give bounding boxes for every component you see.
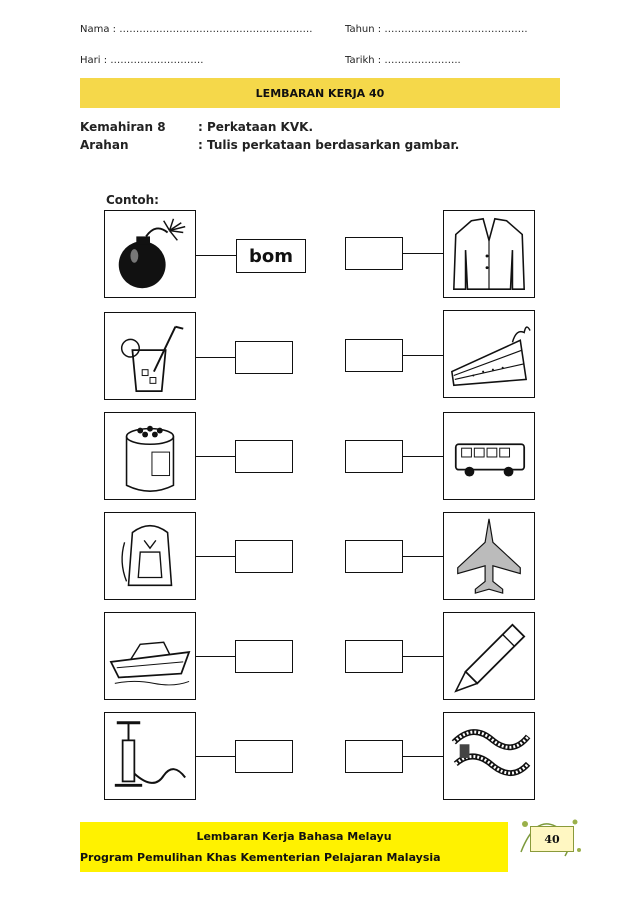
- pen-icon: [444, 613, 534, 699]
- bomb-picture: [104, 210, 196, 298]
- example-label: Contoh:: [106, 193, 159, 207]
- footer-subtitle: Program Pemulihan Khas Kementerian Pelajaran Malaysia: [80, 851, 441, 864]
- footer-banner: [80, 822, 508, 872]
- skill-value: : Perkataan KVK.: [198, 120, 314, 134]
- answer-box-drink[interactable]: [235, 341, 293, 374]
- tin-picture: [104, 412, 196, 500]
- zip-picture: [443, 712, 535, 800]
- bus-picture: [443, 412, 535, 500]
- answer-box-pen[interactable]: [345, 640, 403, 673]
- page-number-badge: [530, 826, 574, 852]
- drink-picture: [104, 312, 196, 400]
- answer-box-boat[interactable]: [235, 640, 293, 673]
- answer-box-jacket[interactable]: [345, 237, 403, 270]
- boat-picture: [104, 612, 196, 700]
- page-number: 40: [544, 832, 560, 846]
- jet-picture: [443, 512, 535, 600]
- footer-title: Lembaran Kerja Bahasa Melayu: [196, 830, 392, 843]
- cake-picture: [443, 310, 535, 398]
- hari-field: Hari : ……………………….: [80, 55, 204, 66]
- answer-box-tin[interactable]: [235, 440, 293, 473]
- tarikh-field: Tarikh : …………………..: [345, 55, 461, 66]
- pen-picture: [443, 612, 535, 700]
- bomb-icon: [105, 211, 195, 297]
- tin-can-icon: [105, 413, 195, 499]
- tahun-field: Tahun : …………………………………….: [345, 24, 528, 35]
- worksheet-title: LEMBARAN KERJA 40: [255, 86, 385, 100]
- answer-box-backpack[interactable]: [235, 540, 293, 573]
- jet-icon: [444, 513, 534, 599]
- answer-box-pump[interactable]: [235, 740, 293, 773]
- cake-slice-icon: [444, 311, 534, 397]
- bus-icon: [444, 413, 534, 499]
- instruction-label: Arahan: [80, 138, 129, 152]
- backpack-picture: [104, 512, 196, 600]
- skill-label: Kemahiran 8: [80, 120, 166, 134]
- drink-glass-icon: [105, 313, 195, 399]
- instruction-value: : Tulis perkataan berdasarkan gambar.: [198, 138, 460, 152]
- jacket-icon: [444, 211, 534, 297]
- answer-box-jet[interactable]: [345, 540, 403, 573]
- jacket-picture: [443, 210, 535, 298]
- example-answer: bom: [248, 245, 293, 267]
- answer-box-zip[interactable]: [345, 740, 403, 773]
- zip-icon: [444, 713, 534, 799]
- nama-field: Nama : ………………………………………………….: [80, 24, 313, 35]
- example-answer-box: [236, 239, 306, 273]
- backpack-icon: [105, 513, 195, 599]
- pump-icon: [105, 713, 195, 799]
- worksheet-title-banner: [80, 78, 560, 108]
- pump-picture: [104, 712, 196, 800]
- boat-icon: [105, 613, 195, 699]
- answer-box-bus[interactable]: [345, 440, 403, 473]
- answer-box-cake[interactable]: [345, 339, 403, 372]
